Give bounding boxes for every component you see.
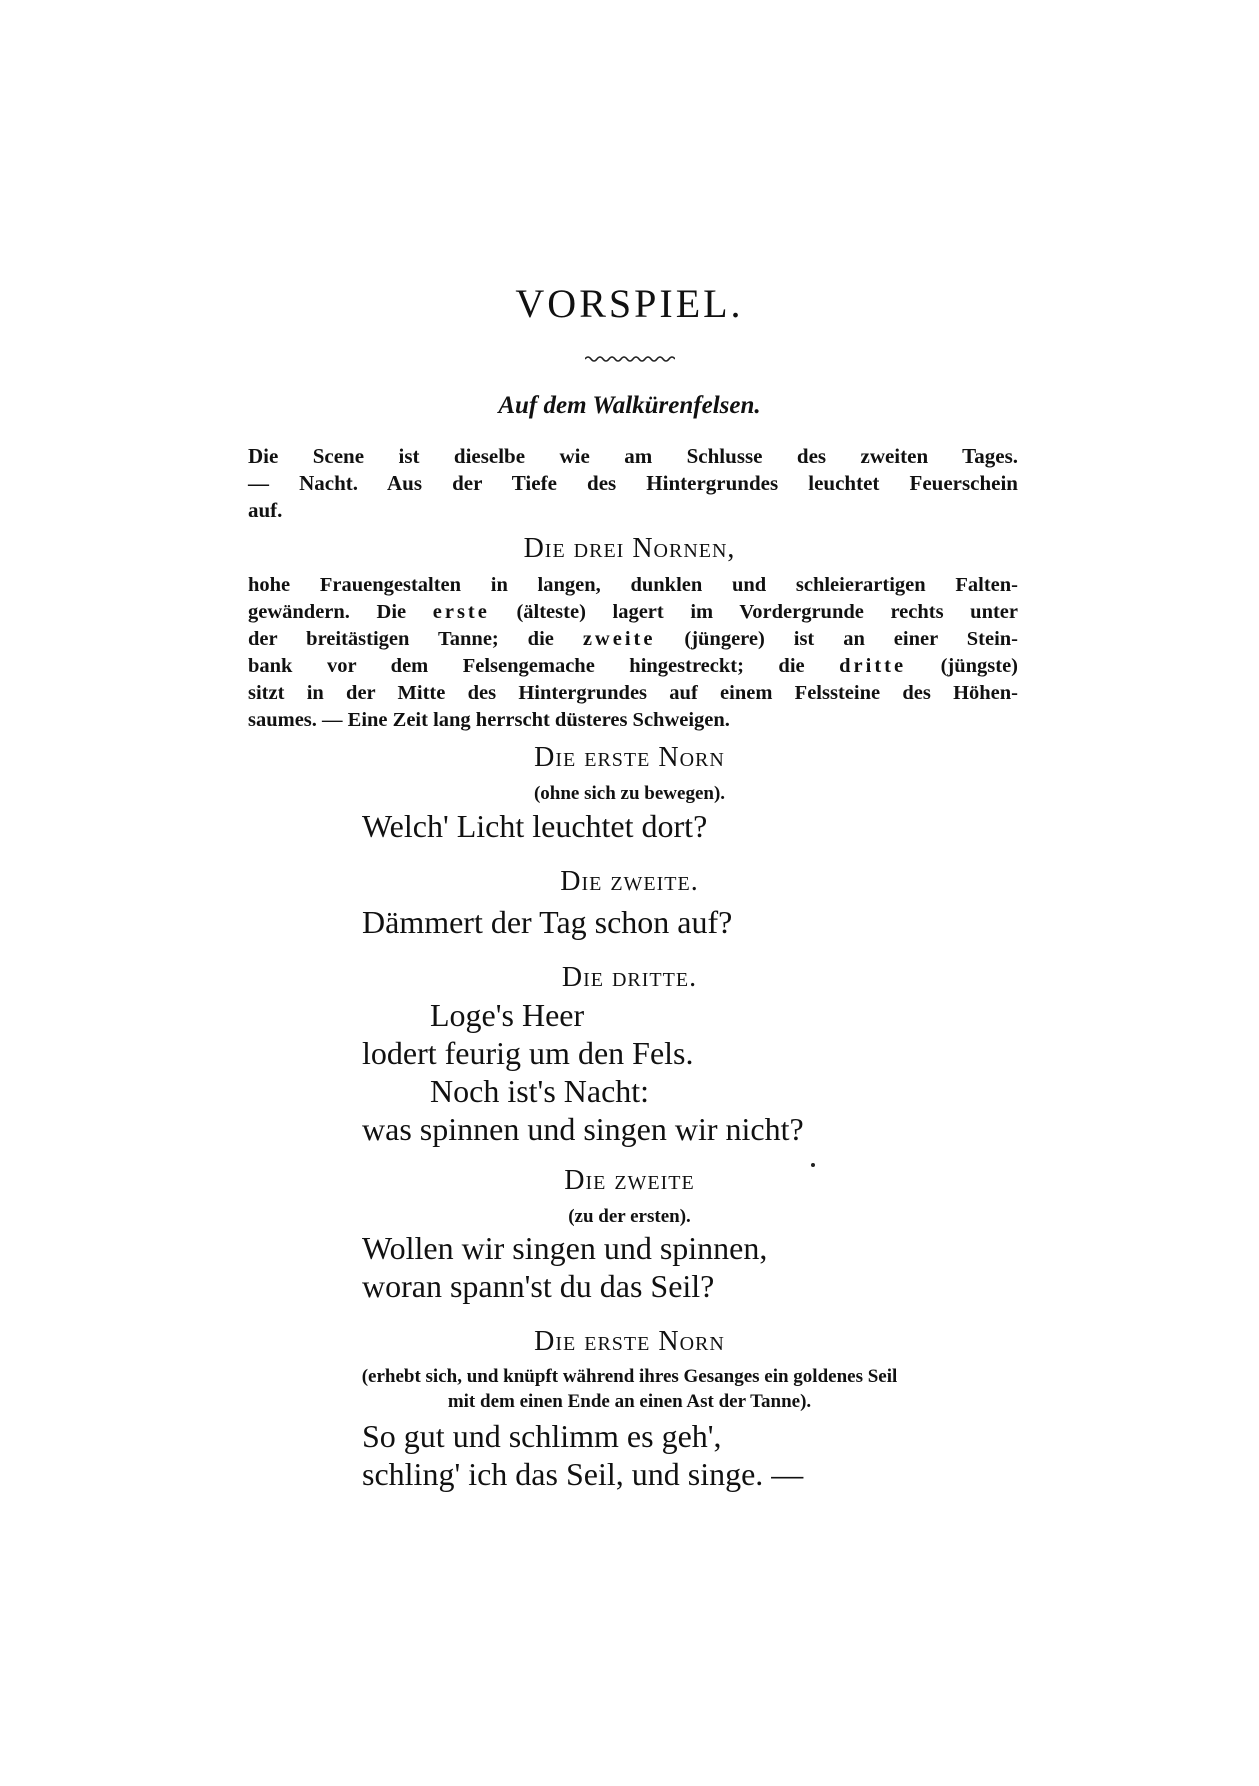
- verse-line: lodert feurig um den Fels.: [362, 1035, 694, 1071]
- verse-line: schling' ich das Seil, und singe. —: [362, 1456, 804, 1492]
- text-fragment: (jüngste): [906, 655, 1019, 677]
- characters-description-line: [248, 653, 1018, 680]
- stage-direction: (erhebt sich, und knüpft während ihres Gesanges ein goldenes Seil: [361, 1366, 898, 1387]
- scene-description: [248, 443, 1018, 524]
- characters-description-line: sitzt in der Mitte des Hintergrundes auf einem Felssteine des Höhen-: [248, 682, 1018, 704]
- speaker-name: Die zweite.: [560, 866, 699, 897]
- speaker-name: Die zweite: [564, 1165, 695, 1196]
- text-fragment: der breitästigen Tanne; die: [248, 628, 583, 650]
- verse-line: So gut und schlimm es geh',: [362, 1418, 722, 1454]
- verse-line: woran spann'st du das Seil?: [362, 1268, 715, 1304]
- characters-description-line: hohe Frauengestalten in langen, dunklen und schleierartigen Falten-: [248, 574, 1018, 596]
- scene-location-heading: Auf dem Walkürenfelsen.: [498, 392, 761, 419]
- verse-line: Welch' Licht leuchtet dort?: [362, 808, 708, 844]
- text-fragment: (älteste) lagert im Vordergrunde rechts unter: [489, 601, 1019, 623]
- verse-line: was spinnen und singen wir nicht?: [362, 1111, 804, 1147]
- stage-direction: (ohne sich zu bewegen).: [533, 783, 726, 804]
- text-fragment: bank vor dem Felsengemache hingestreckt; die: [248, 655, 840, 677]
- emphasized-word: dritte: [839, 655, 907, 677]
- stage-direction: (zu der ersten).: [568, 1206, 691, 1227]
- characters-heading: Die drei Nornen,: [523, 533, 736, 564]
- verse-line: Noch ist's Nacht:: [430, 1073, 650, 1109]
- decorative-wavy-rule: [585, 355, 675, 363]
- characters-description-line: saumes. — Eine Zeit lang herrscht düsteres Schweigen.: [248, 709, 730, 731]
- scene-description-line: — Nacht. Aus der Tiefe des Hintergrundes leuchtet Feuerschein: [248, 471, 1018, 495]
- page-title: VORSPIEL.: [515, 281, 744, 326]
- stage-direction: mit dem einen Ende an einen Ast der Tanne).: [447, 1391, 812, 1412]
- characters-description-line: [248, 626, 1018, 653]
- speaker-name: Die erste Norn: [534, 742, 725, 773]
- verse-line: Loge's Heer: [430, 997, 585, 1033]
- text-fragment: gewändern. Die: [248, 601, 433, 623]
- speaker-name: Die dritte.: [561, 962, 698, 993]
- verse-line: Dämmert der Tag schon auf?: [362, 904, 733, 940]
- emphasized-word: erste: [432, 601, 490, 623]
- verse-line: Wollen wir singen und spinnen,: [362, 1230, 768, 1266]
- characters-description-line: [248, 599, 1018, 626]
- scene-description-line: Die Scene ist dieselbe wie am Schlusse des zweiten Tages.: [248, 444, 1018, 468]
- emphasized-word: zweite: [582, 628, 656, 650]
- speaker-name: Die erste Norn: [534, 1326, 725, 1357]
- scene-description-line: auf.: [248, 498, 283, 522]
- text-fragment: (jüngere) ist an einer Stein-: [655, 628, 1018, 650]
- characters-description: [248, 572, 1018, 734]
